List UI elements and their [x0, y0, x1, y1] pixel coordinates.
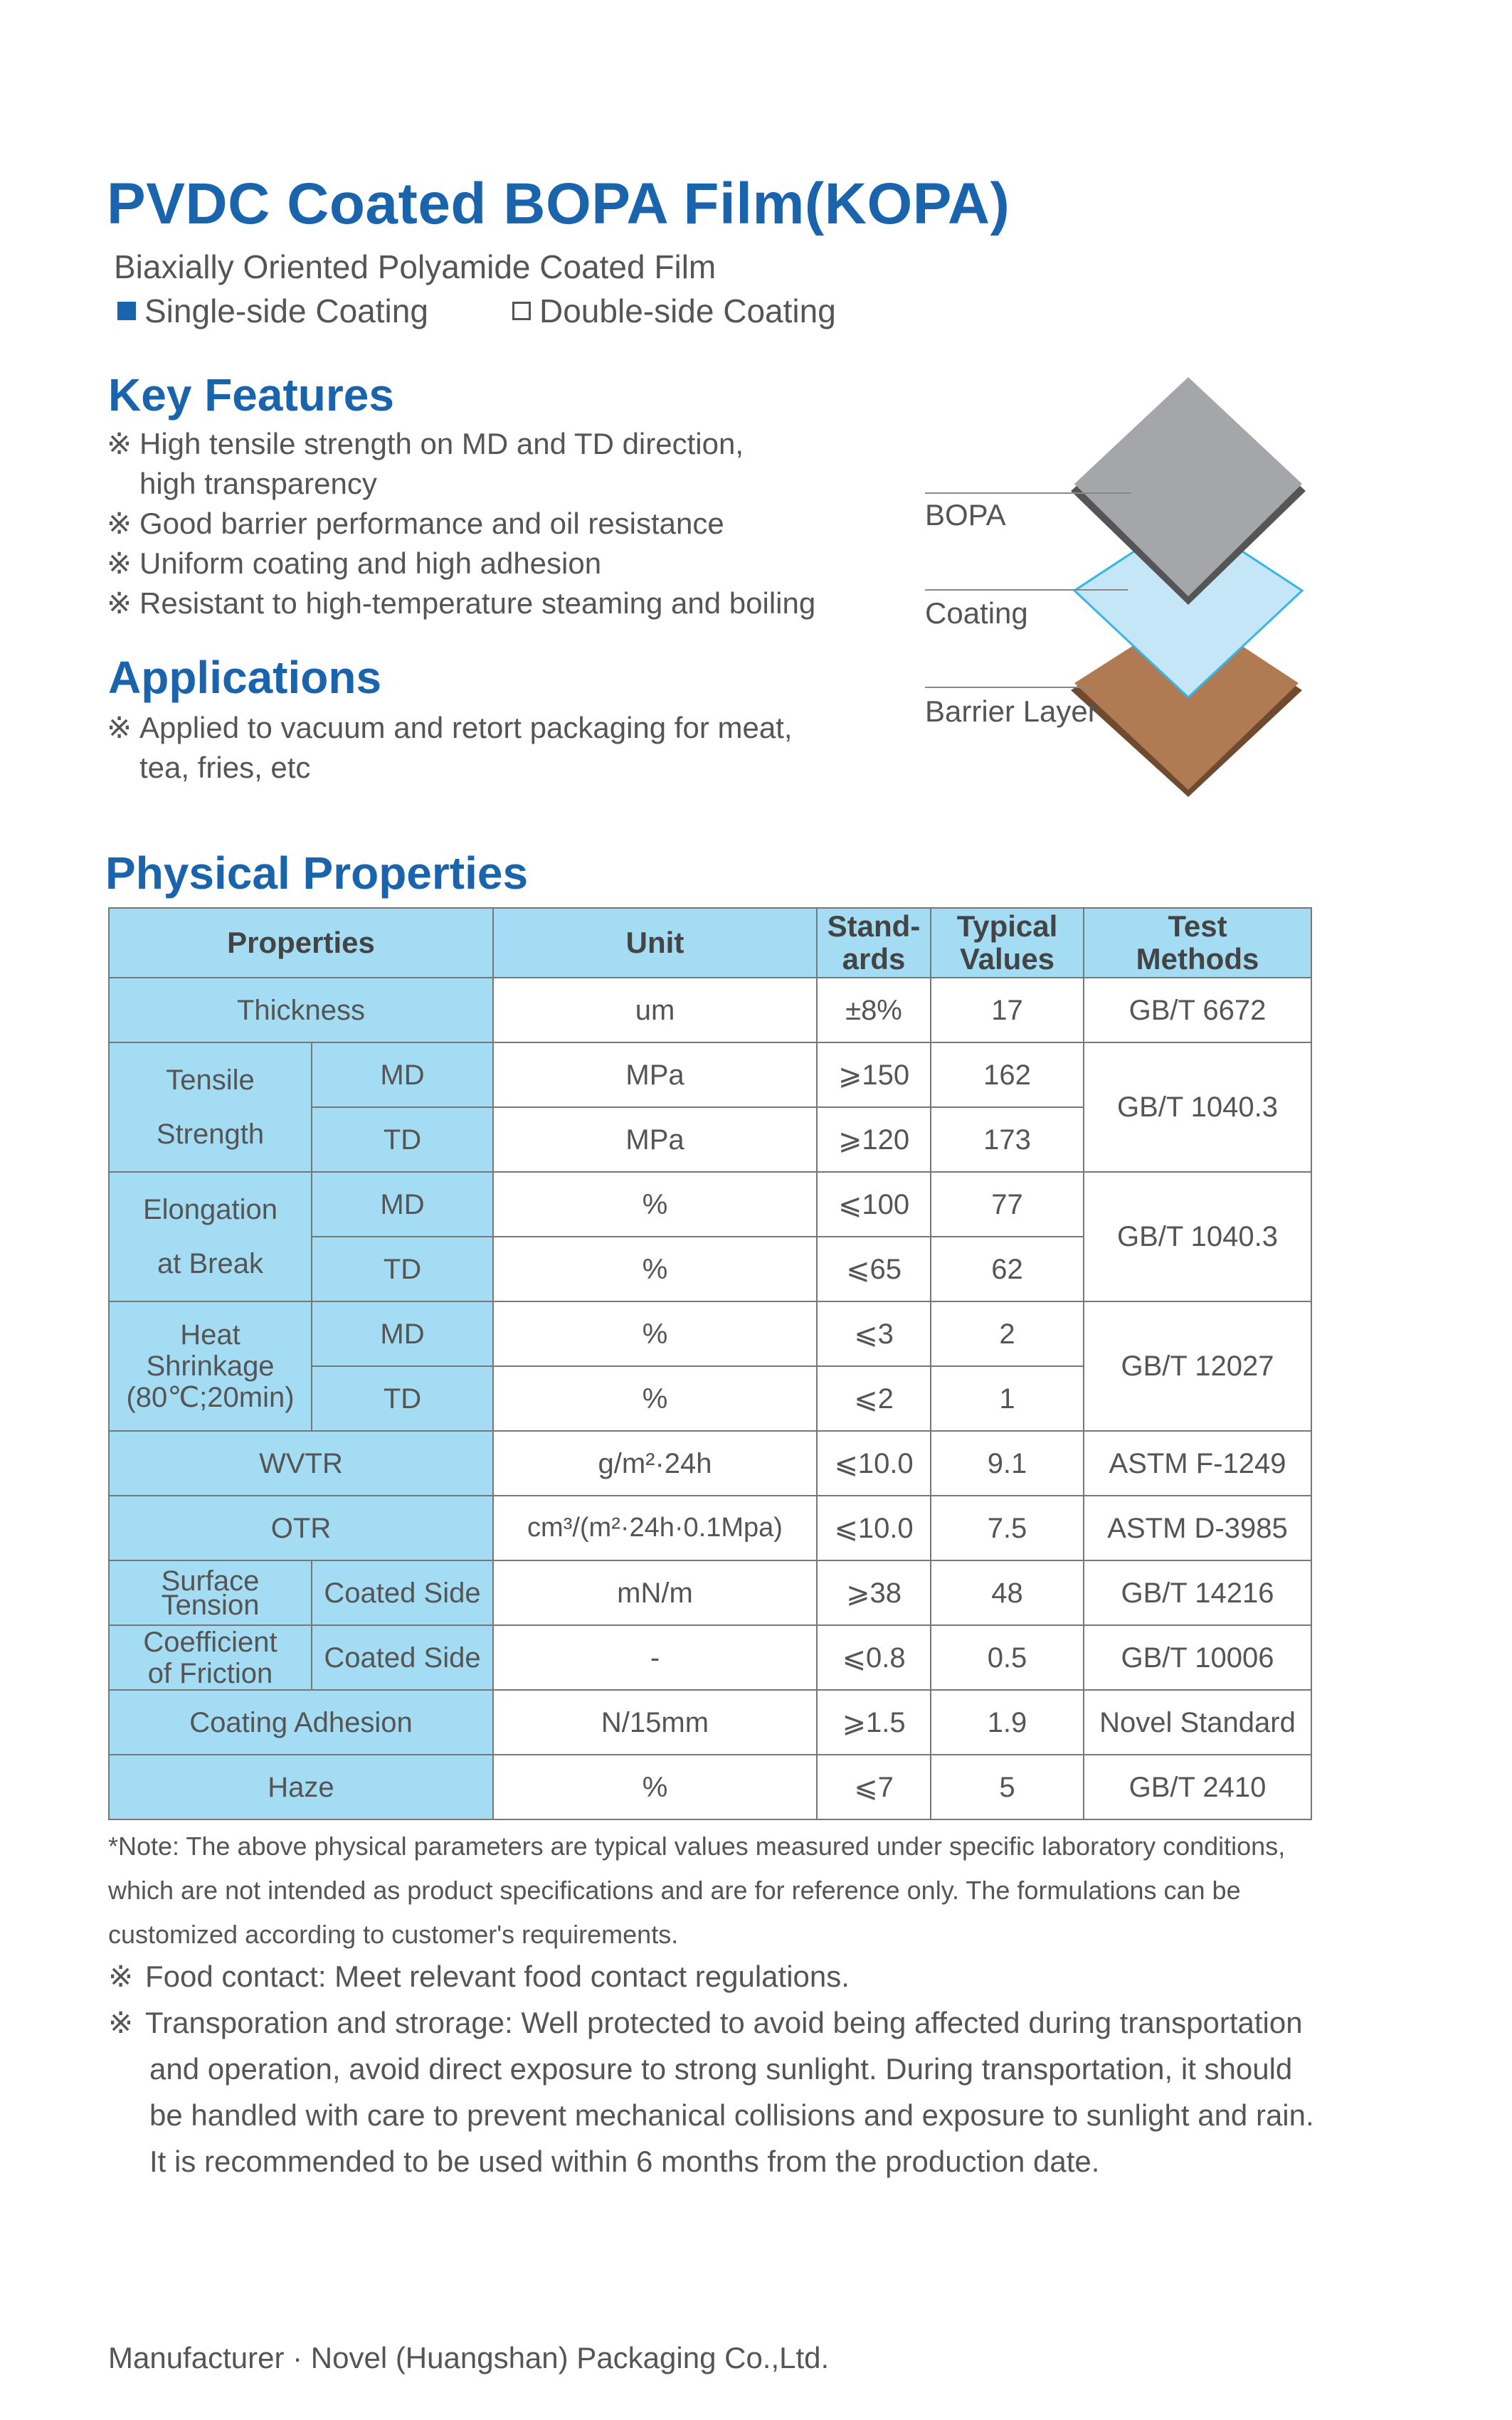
feature-item: ※ Uniform coating and high adhesion [107, 544, 815, 583]
coating-leader-line [925, 589, 1128, 591]
manufacturer-footer: Manufacturer · Novel (Huangshan) Packaging Co.,Ltd. [108, 2341, 830, 2374]
table-row: TD MPa ⩾120 173 [109, 1107, 1311, 1172]
table-row: WVTR g/m²·24h ⩽10.0 9.1 ASTM F-1249 [109, 1431, 1311, 1496]
lab-conditions-note: *Note: The above physical parameters are typical values measured under specific laboratory conditions, which are not intended as product specifications and are for reference only. The formulations can be customized according to customer's requirements. [108, 1832, 1286, 1949]
header-properties: Properties [109, 908, 493, 978]
single-side-coating-label: Single-side Coating [144, 292, 428, 329]
table-row: Tensile Strength MD MPa ⩾150 162 GB/T 1040.3 [109, 1042, 1311, 1107]
application-item-continuation: tea, fries, etc [139, 751, 311, 784]
bopa-layer-label: BOPA [925, 498, 1006, 532]
reference-mark-icon: ※ [107, 586, 132, 620]
reference-mark-icon: ※ [107, 507, 132, 540]
physical-properties-table [108, 907, 1312, 1820]
double-side-coating-option [512, 292, 836, 330]
checked-square-icon [117, 302, 136, 320]
header-unit: Unit [493, 908, 817, 978]
table-row: Surface Tension Coated Side mN/m ⩾38 48 GB/T 14216 [109, 1560, 1311, 1625]
reference-mark-icon: ※ [107, 546, 132, 580]
key-features-list [107, 424, 815, 623]
unchecked-square-icon [512, 302, 531, 320]
page-title: PVDC Coated BOPA Film(KOPA) [107, 171, 1010, 236]
food-contact-note: ※ Food contact: Meet relevant food contact regulations. [108, 1953, 1332, 1999]
physical-properties-heading: Physical Properties [105, 847, 529, 899]
application-item: ※ Applied to vacuum and retort packaging for meat, [107, 708, 793, 748]
feature-item: ※ Resistant to high-temperature steaming and boiling [107, 583, 815, 623]
transport-storage-note: ※ Transporation and strorage: Well protected to avoid being affected during transportation and operation, avoid direct exposure to strong sunlight. During transportation, it should be handled with care to prevent mechanical collisions and exposure to sunlight and rain. It is recommended to be used within 6 months from the production date. [108, 1999, 1332, 2184]
table-row: Haze % ⩽7 5 GB/T 2410 [109, 1755, 1311, 1819]
page-subtitle: Biaxially Oriented Polyamide Coated Film [114, 248, 717, 285]
header-typical-values: Typical Values [931, 908, 1084, 978]
reference-mark-icon: ※ [107, 711, 132, 744]
table-row: TD % ⩽2 1 [109, 1366, 1311, 1431]
table-row: Elongation at Break MD % ⩽100 77 GB/T 1040.3 [109, 1172, 1311, 1237]
table-row: OTR cm³/(m²·24h·0.1Mpa) ⩽10.0 7.5 ASTM D-3985 [109, 1496, 1311, 1560]
header-standards: Stand- ards [817, 908, 931, 978]
coating-layer-label: Coating [925, 596, 1028, 630]
feature-item: ※ High tensile strength on MD and TD direction, [107, 424, 815, 464]
double-side-coating-label: Double-side Coating [539, 292, 836, 329]
bopa-leader-line [925, 492, 1131, 494]
reference-mark-icon: ※ [108, 1960, 134, 1993]
applications-text [107, 708, 793, 788]
single-side-coating-option [117, 292, 428, 330]
film-layer-diagram [1053, 370, 1323, 811]
feature-item-continuation: high transparency [139, 467, 377, 500]
table-row: Thickness um ±8% 17 GB/T 6672 [109, 978, 1311, 1042]
table-header-row [109, 908, 1311, 978]
reference-mark-icon: ※ [108, 2006, 134, 2039]
feature-item: ※ Good barrier performance and oil resistance [107, 504, 815, 544]
key-features-heading: Key Features [108, 369, 394, 421]
table-row: TD % ⩽65 62 [109, 1237, 1311, 1301]
header-test-methods: Test Methods [1084, 908, 1311, 978]
table-row: Coefficient of Friction Coated Side - ⩽0.8 0.5 GB/T 10006 [109, 1625, 1311, 1690]
applications-heading: Applications [108, 652, 382, 703]
barrier-layer-label: Barrier Layer [925, 694, 1098, 728]
table-row: Heat Shrinkage (80℃;20min) MD % ⩽3 2 GB/T 12027 [109, 1301, 1311, 1366]
barrier-leader-line [925, 687, 1092, 688]
table-row: Coating Adhesion N/15mm ⩾1.5 1.9 Novel Standard [109, 1690, 1311, 1755]
reference-mark-icon: ※ [107, 427, 132, 460]
